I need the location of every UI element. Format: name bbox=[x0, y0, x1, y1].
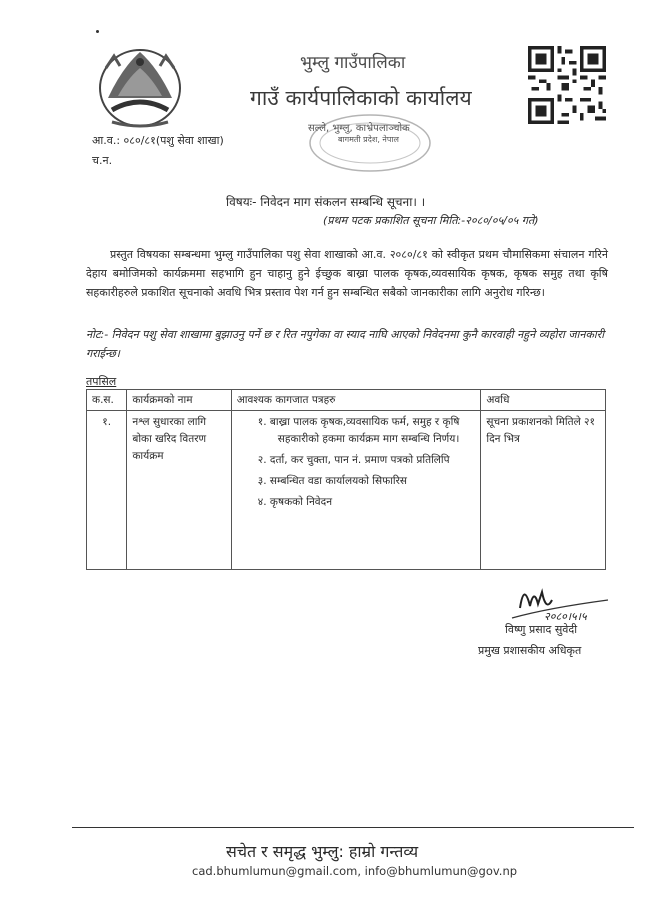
document-item: ४. कृषकको निवेदन bbox=[257, 496, 333, 508]
dispatch-number: च.न. bbox=[92, 154, 113, 167]
notice-note: नोट:- निवेदन पशु सेवा शाखामा बुझाउनु पर्ने छ र रित नपुगेका वा स्याद नाघि आएको निवेदनमा कुनै कारवाही नहुने व्यहोरा जानकारी गराईन्छ। bbox=[86, 328, 605, 360]
document-item: १. बाख्रा पालक कृषक,व्यवसायिक फर्म, समुह र कृषि सहकारीको हकमा कार्यक्रम माग सम्बन्धि निर्णय। bbox=[257, 416, 460, 445]
header-program: कार्यक्रमको नाम bbox=[127, 390, 231, 411]
signatory-name: विष्णु प्रसाद सुवेदी bbox=[505, 623, 578, 636]
publication-note: (प्रथम पटक प्रकाशित सूचना मिति:-२०८०/०५/०५ गते) bbox=[323, 214, 539, 227]
body-paragraph: प्रस्तुत विषयका सम्बन्धमा भुम्लु गाउँपालिका पशु सेवा शाखाको आ.व. २०८०/८१ को स्वीकृत प्रथम चौमासिकमा संचालन गरिने देहाय बमोजिमको कार्यक्रममा सहभागि हुन चाहानु हुने ईच्छुक बाख्रा पालक कृषक,व्यवसायिक कृषक, कृषक समुह तथा कृषि सहकारीहरुले प्रकाशित सूचनाको अवधि भित्र प्रस्ताव पेश गर्न हुन सम्बन्धित सबैको जानकारीका लागि अनुरोध गरिन्छ। bbox=[86, 248, 608, 299]
cell-documents bbox=[231, 411, 481, 570]
notice-body bbox=[86, 245, 608, 302]
document-item: ३. सम्बन्धित वडा कार्यालयको सिफारिस bbox=[257, 475, 408, 487]
footer-divider bbox=[72, 827, 634, 828]
signatory-title: प्रमुख प्रशासकीय अधिकृत bbox=[478, 644, 582, 657]
address-line-2: बागमती प्रदेश, नेपाल bbox=[338, 135, 399, 144]
table-row bbox=[87, 411, 606, 570]
speck-mark bbox=[96, 30, 99, 33]
program-table bbox=[86, 389, 606, 570]
signature-date: २०८०।५।५ bbox=[544, 610, 587, 623]
table-header-row bbox=[87, 390, 606, 411]
footer-slogan: सचेत र समृद्ध भुम्लु: हाम्रो गन्तव्य bbox=[226, 842, 419, 861]
nepal-emblem-icon bbox=[92, 38, 188, 130]
cell-duration: सूचना प्रकाशनको मितिले २१ दिन भित्र bbox=[481, 411, 606, 570]
office-address bbox=[308, 120, 410, 145]
signature-mark bbox=[508, 578, 618, 626]
notice-subject: विषयः- निवेदन माग संकलन सम्बन्धि सूचना। । bbox=[226, 195, 426, 209]
table-caption: तपसिल bbox=[86, 375, 117, 388]
header-duration: अवधि bbox=[481, 390, 606, 411]
office-name: भुम्लु गाउँपालिका bbox=[300, 53, 406, 73]
office-title: गाउँ कार्यपालिकाको कार्यालय bbox=[250, 86, 472, 110]
qr-code-icon bbox=[528, 46, 606, 124]
reference-number: आ.व.: ०८०/८१(पशु सेवा शाखा) bbox=[92, 134, 224, 147]
cell-program: नश्ल सुधारका लागि बोका खरिद वितरण कार्यक्रम bbox=[127, 411, 231, 570]
footer-contact: cad.bhumlumun@gmail.com, info@bhumlumun@gov.np bbox=[192, 864, 518, 878]
address-line-1: सल्ले, भुम्लु, काभ्रेपलाञ्चोक bbox=[308, 123, 410, 134]
documents-list bbox=[256, 414, 476, 511]
header-sn: क.स. bbox=[87, 390, 127, 411]
header-documents: आवश्यक कागजात पत्रहरु bbox=[231, 390, 481, 411]
document-item: २. दर्ता, कर चुक्ता, पान नं. प्रमाण पत्रको प्रतिलिपि bbox=[257, 454, 450, 466]
cell-sn: १. bbox=[87, 411, 127, 570]
